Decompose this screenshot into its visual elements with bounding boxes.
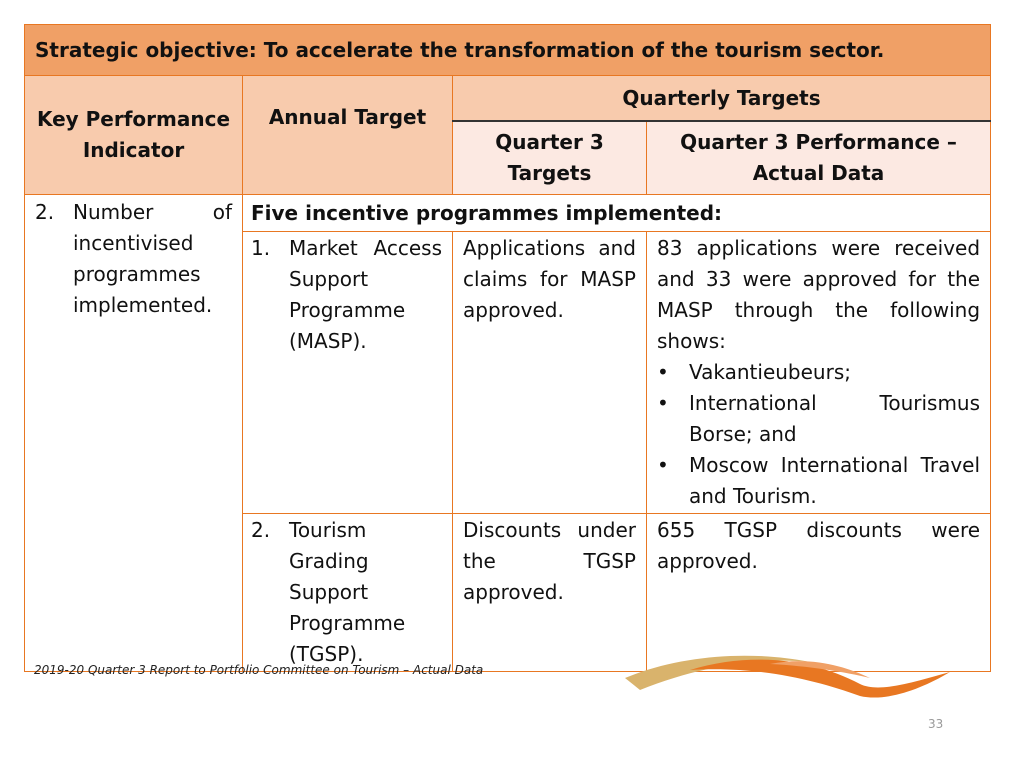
bullet-icon: • <box>657 453 669 477</box>
programme-name: Market Access Support Programme (MASP). <box>289 236 442 353</box>
programme-number: 1. <box>251 236 271 260</box>
q3-performance-header <box>647 121 991 195</box>
kpi-line4: implemented. <box>73 293 213 317</box>
kpi-header-line2: Indicator <box>82 138 185 162</box>
q3-targets-line2: Targets <box>507 161 592 185</box>
target-cell-masp: Applications and claims for MASP approved. <box>453 232 647 514</box>
actual-cell-tgsp: 655 TGSP discounts were approved. <box>647 514 991 672</box>
kpi-line3: programmes <box>73 262 201 286</box>
header-row-1 <box>25 76 991 122</box>
list-item <box>657 388 980 450</box>
show-name: International Tourismus Borse; and <box>689 391 981 446</box>
actual-cell-masp <box>647 232 991 514</box>
strategic-objective: Strategic objective: To accelerate the transformation of the tourism sector. <box>25 25 991 76</box>
programme-item <box>251 233 442 357</box>
kpi-line2: incentivised <box>73 231 194 255</box>
bullet-icon: • <box>657 360 669 384</box>
banner-row <box>25 195 991 232</box>
kpi-item <box>35 197 232 321</box>
q3-perf-line1: Quarter 3 Performance – <box>680 130 957 154</box>
kpi-table <box>24 24 991 672</box>
programme-cell-masp <box>243 232 453 514</box>
quarterly-targets-header: Quarterly Targets <box>453 76 991 122</box>
list-item <box>657 450 980 512</box>
kpi-word-number: Number <box>73 200 154 224</box>
q3-targets-line1: Quarter 3 <box>495 130 604 154</box>
programmes-banner: Five incentive programmes implemented: <box>243 195 991 232</box>
q3-perf-line2: Actual Data <box>752 161 885 185</box>
kpi-cell <box>25 195 243 672</box>
kpi-number: 2. <box>35 200 55 224</box>
programme-item <box>251 515 442 670</box>
footer-note: 2019-20 Quarter 3 Report to Portfolio Committee on Tourism – Actual Data <box>34 663 484 677</box>
list-item <box>657 357 980 388</box>
target-cell-tgsp: Discounts under the TGSP approved. <box>453 514 647 672</box>
show-name: Moscow International Travel and Tourism. <box>689 453 981 508</box>
annual-target-header: Annual Target <box>243 76 453 195</box>
actual-intro-masp: 83 applications were received and 33 were approved for the MASP through the following shows: <box>657 236 981 353</box>
page-number: 33 <box>928 717 944 731</box>
programme-number: 2. <box>251 518 271 542</box>
kpi-header-line1: Key Performance <box>36 107 231 131</box>
show-name: Vakantieubeurs; <box>689 360 851 384</box>
kpi-word-of: of <box>212 200 232 224</box>
kpi-text <box>73 197 232 321</box>
programme-name: Tourism Grading Support Programme (TGSP). <box>289 518 406 666</box>
programme-cell-tgsp <box>243 514 453 672</box>
shows-list <box>657 357 980 512</box>
objective-row <box>25 25 991 76</box>
brand-swoosh-logo <box>620 650 960 710</box>
kpi-first-line <box>73 197 232 228</box>
kpi-header <box>25 76 243 195</box>
q3-targets-header <box>453 121 647 195</box>
bullet-icon: • <box>657 391 669 415</box>
